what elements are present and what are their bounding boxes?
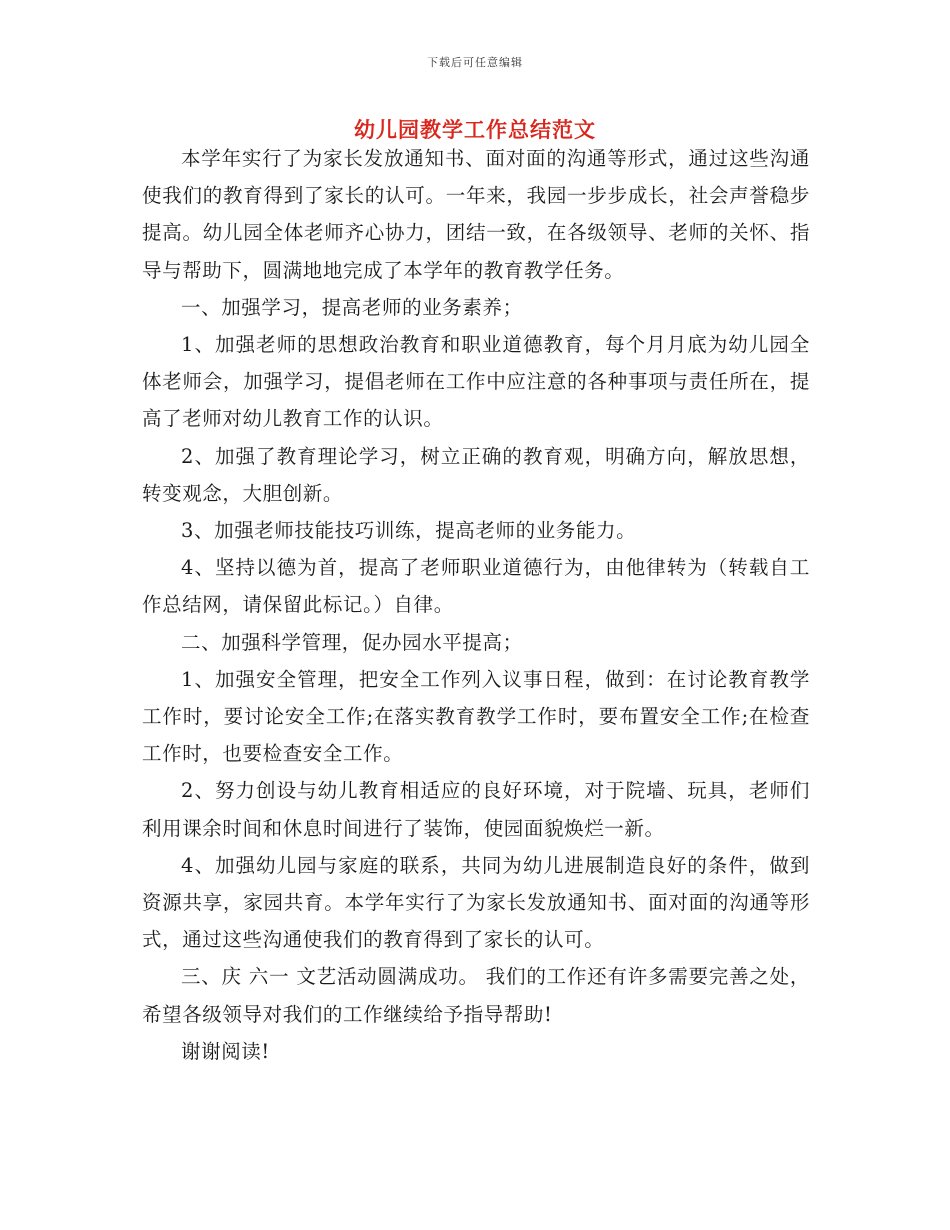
paragraph-2-4: 4、加强幼儿园与家庭的联系，共同为幼儿进展制造良好的条件，做到资源共享，家园共育。本学年实行了为家长发放通知书、面对面的沟通等形式，通过这些沟通使我们的教育得到了家长的认可。 [142,853,810,952]
paragraph-1-1: 1、加强老师的思想政治教育和职业道德教育，每个月月底为幼儿园全体老师会，加强学习，提倡老师在工作中应注意的各种事项与责任所在，提高了老师对幼儿教育工作的认识。 [142,333,810,431]
section-heading-2: 二、加强科学管理，促办园水平提高； [181,630,523,654]
section-heading-1: 一、加强学习，提高老师的业务素养； [181,295,523,319]
paragraph-intro: 本学年实行了为家长发放通知书、面对面的沟通等形式，通过这些沟通使我们的教育得到了家长的认可。一年来，我园一步步成长，社会声誉稳步提高。幼儿园全体老师齐心协力，团结一致，在各级领导、老师的关怀、指导与帮助下，圆满地地完成了本学年的教育教学任务。 [142,147,810,282]
paragraph-1-3: 3、加强老师技能技巧训练，提高老师的业务能力。 [181,519,637,543]
paragraph-1-2: 2、加强了教育理论学习，树立正确的教育观，明确方向，解放思想，转变观念，大胆创新。 [142,444,810,505]
paragraph-1-4: 4、坚持以德为首，提高了老师职业道德行为，由他律转为（转载自工作总结网，请保留此标记。）自律。 [142,556,810,617]
document-title: 幼儿园教学工作总结范文 [354,117,596,142]
document-body [142,140,810,1070]
section-heading-3: 三、庆 六一 文艺活动圆满成功。 我们的工作还有许多需要完善之处，希望各级领导对我们的工作继续给予指导帮助! [142,965,810,1026]
paragraph-2-1: 1、加强安全管理，把安全工作列入议事日程，做到：在讨论教育教学工作时，要讨论安全工作;在落实教育教学工作时，要布置安全工作;在检查工作时，也要检查安全工作。 [142,667,810,766]
paragraph-2-2: 2、努力创设与幼儿教育相适应的良好环境，对于院墙、玩具，老师们利用课余时间和休息时间进行了装饰，使园面貌焕烂一新。 [142,779,810,840]
header-note: 下载后可任意编辑 [427,56,523,69]
closing-line: 谢谢阅读! [181,1039,270,1063]
